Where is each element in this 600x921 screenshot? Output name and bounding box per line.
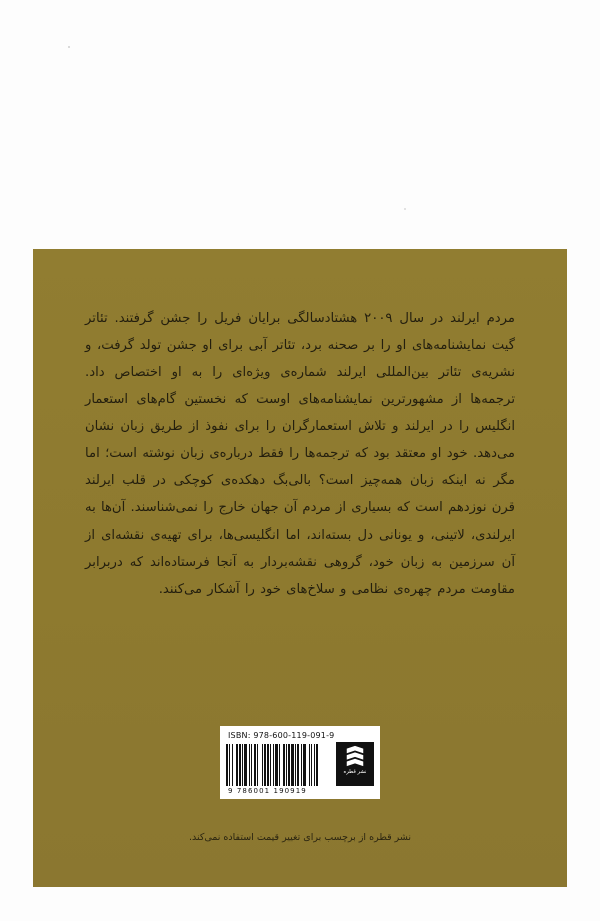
book-back-cover	[33, 249, 567, 887]
publisher-name: نشر قطره	[343, 769, 367, 775]
cover-inner	[33, 249, 567, 887]
price-note: نشر قطره از برچسب برای تغییر قیمت استفاده نمی‌کند.	[188, 832, 412, 843]
ean-digits: 9 786001 190919	[228, 787, 307, 795]
back-cover-blurb	[85, 305, 515, 603]
paper-speck	[68, 46, 70, 48]
paper-speck	[404, 208, 406, 210]
barcode-bars	[226, 744, 330, 786]
barcode-row	[226, 742, 374, 786]
publisher-logo	[336, 742, 374, 786]
barcode-block	[220, 726, 380, 799]
ghatreh-logo-icon	[344, 745, 366, 767]
isbn-label: ISBN: 978-600-119-091-9	[228, 731, 335, 740]
blurb-paragraph: مردم ایرلند در سال ۲۰۰۹ هشتادسالگی برایان فریل را جشن گرفتند. تئاتر گیت نمایشنامه‌های او را بر صحنه برد، تئاتر آبی برای او جشن تولد گرفت، و نشریه‌ی تئاتر بین‌المللی ایرلند شماره‌ی ویژه‌ای را به او اختصاص داد. ترجمه‌ها از مشهورترین نمایشنامه‌های اوست که نخستین گام‌های استعمار انگلیس را در ایرلند و تلاش استعمارگران را برای نفوذ از طریق زبان نشان می‌دهد. خود او معتقد بود که ترجمه‌ها را فقط درباره‌ی زبان نوشته است؛ اما مگر نه اینکه زبان همه‌چیز است؟ بالی‌بگ دهکده‌ی کوچکی در قلب ایرلند قرن نوزدهم است که بسیاری از مردم آن جهان خارج را نمی‌شناسند. آن‌ها به ایرلندی، لاتینی، و یونانی دل بسته‌اند، اما انگلیسی‌ها، برای تهیه‌ی نقشه‌ای از آن سرزمین به زبان خود، گروهی نقشه‌بردار به آنجا فرستاده‌اند که دربرابر مقاومت مردم چهره‌ی نظامی و سلاخ‌های خود را آشکار می‌کنند.	[85, 311, 515, 597]
